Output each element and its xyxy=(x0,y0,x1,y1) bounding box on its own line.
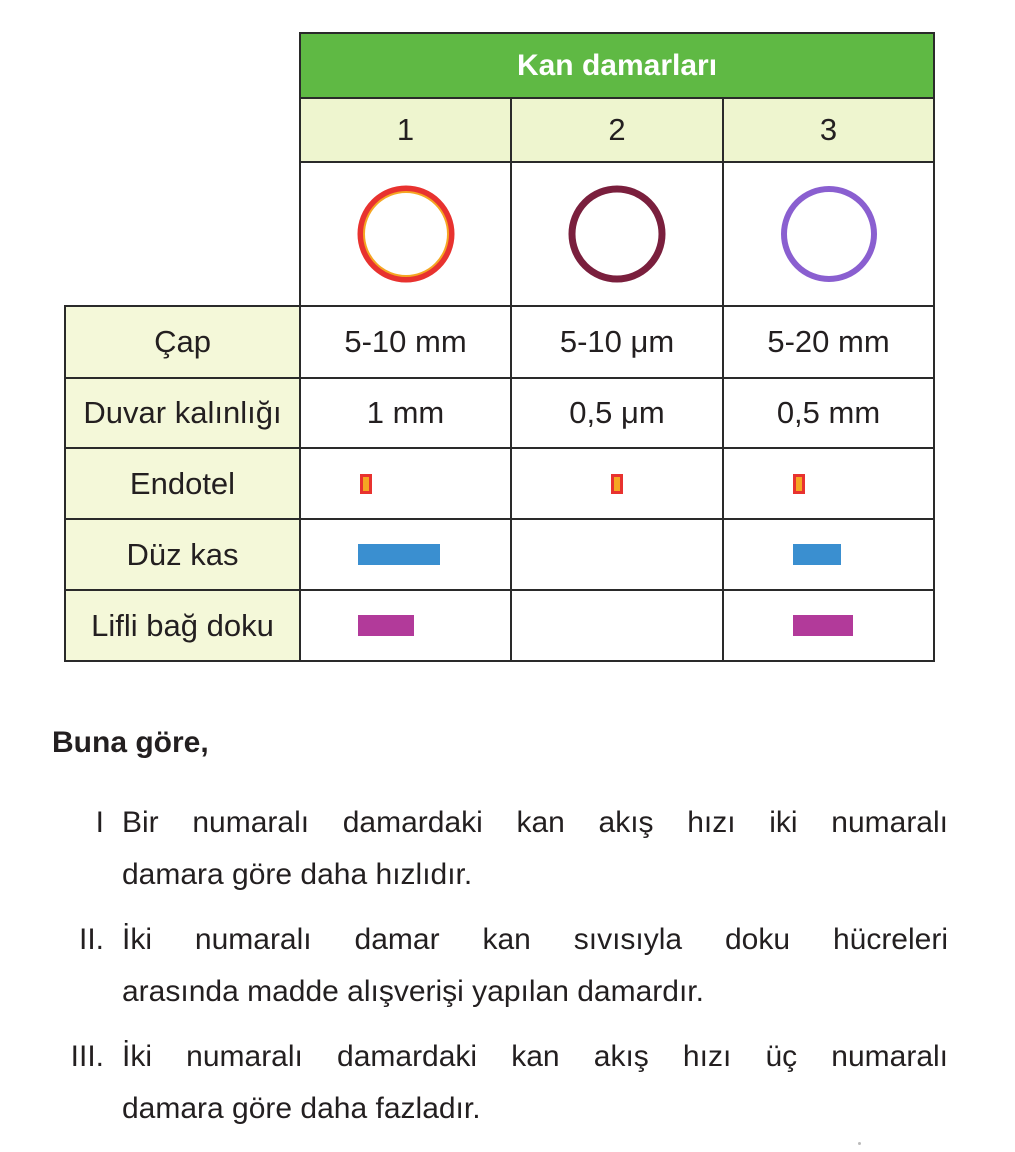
table-cell xyxy=(723,448,934,519)
table-cell xyxy=(723,590,934,661)
column-number-label: 3 xyxy=(819,112,838,147)
statement-line: İki numaralı damardaki kan akış hızı üç numaralı xyxy=(122,1040,948,1073)
column-number-1 xyxy=(300,98,511,162)
vessel-cross-section-1 xyxy=(300,162,511,305)
grid-line xyxy=(64,447,935,449)
vessel-ring-icon xyxy=(354,182,458,286)
table-cell xyxy=(300,378,511,448)
endothelium-marker xyxy=(360,474,372,494)
cell-value: 5-10 μm xyxy=(559,324,675,359)
grid-line xyxy=(299,161,935,163)
grid-line xyxy=(64,660,935,662)
column-number-3 xyxy=(723,98,934,162)
grid-line xyxy=(933,32,935,662)
statement-2 xyxy=(78,918,948,1014)
row-label: Endotel xyxy=(129,465,236,501)
vessel-ring-icon xyxy=(777,182,881,286)
grid-line xyxy=(64,305,935,307)
vessel-cross-section-2 xyxy=(511,162,723,305)
cell-value: 1 mm xyxy=(366,395,445,430)
statement-1 xyxy=(95,801,948,897)
statement-line: damara göre daha hızlıdır. xyxy=(122,858,473,891)
grid-line xyxy=(64,305,66,662)
table-cell xyxy=(511,378,723,448)
table-header xyxy=(300,33,934,98)
grid-line xyxy=(299,32,935,34)
statement-line: damara göre daha fazladır. xyxy=(122,1092,481,1125)
endothelium-marker xyxy=(793,474,805,494)
cell-value: 0,5 μm xyxy=(569,395,665,430)
statement-line: İki numaralı damar kan sıvısıyla doku hücreleri xyxy=(122,923,948,956)
cell-value: 0,5 mm xyxy=(776,395,881,430)
row-label-fibrous-tissue xyxy=(65,590,300,661)
statement-numeral: I xyxy=(95,806,104,839)
speck xyxy=(858,1142,861,1145)
statement-line: Bir numaralı damardaki kan akış hızı iki numaralı xyxy=(122,806,948,839)
table-cell xyxy=(723,378,934,448)
column-number-label: 2 xyxy=(608,112,626,147)
table-cell xyxy=(723,306,934,378)
grid-line xyxy=(64,589,935,591)
table-cell xyxy=(511,306,723,378)
table-cell xyxy=(300,448,511,519)
row-label: Düz kas xyxy=(126,536,239,572)
row-label: Lifli bağ doku xyxy=(91,607,274,643)
row-label-endothelium xyxy=(65,448,300,519)
grid-line xyxy=(510,97,512,662)
grid-line xyxy=(299,32,301,662)
row-label: Duvar kalınlığı xyxy=(83,395,282,430)
row-label-diameter xyxy=(65,306,300,378)
smooth-muscle-marker xyxy=(358,544,440,565)
table-cell xyxy=(723,519,934,590)
statement-numeral: II. xyxy=(78,923,104,956)
cell-value: 5-20 mm xyxy=(767,324,890,359)
table-cell xyxy=(300,590,511,661)
row-label: Çap xyxy=(154,324,211,359)
table-cell xyxy=(511,590,723,661)
question-lead: Buna göre, xyxy=(52,726,209,759)
vessel-ring-icon xyxy=(565,182,669,286)
fibrous-tissue-marker xyxy=(793,615,853,636)
smooth-muscle-marker xyxy=(793,544,841,565)
grid-line xyxy=(722,97,724,662)
row-label-wall-thickness xyxy=(65,378,300,448)
grid-line xyxy=(64,377,935,379)
table-header-label: Kan damarları xyxy=(516,48,718,82)
table-cell xyxy=(511,448,723,519)
grid-line xyxy=(299,97,935,99)
vessel-cross-section-3 xyxy=(723,162,934,305)
table-cell xyxy=(300,306,511,378)
statement-line: arasında madde alışverişi yapılan damardır. xyxy=(122,975,704,1008)
table-cell xyxy=(511,519,723,590)
row-label-smooth-muscle xyxy=(65,519,300,590)
endothelium-marker xyxy=(611,474,623,494)
statement-3 xyxy=(70,1035,948,1131)
column-number-label: 1 xyxy=(396,112,415,147)
fibrous-tissue-marker xyxy=(358,615,414,636)
table-cell xyxy=(300,519,511,590)
grid-line xyxy=(64,518,935,520)
column-number-2 xyxy=(511,98,723,162)
statement-numeral: III. xyxy=(70,1040,104,1073)
cell-value: 5-10 mm xyxy=(344,324,467,359)
